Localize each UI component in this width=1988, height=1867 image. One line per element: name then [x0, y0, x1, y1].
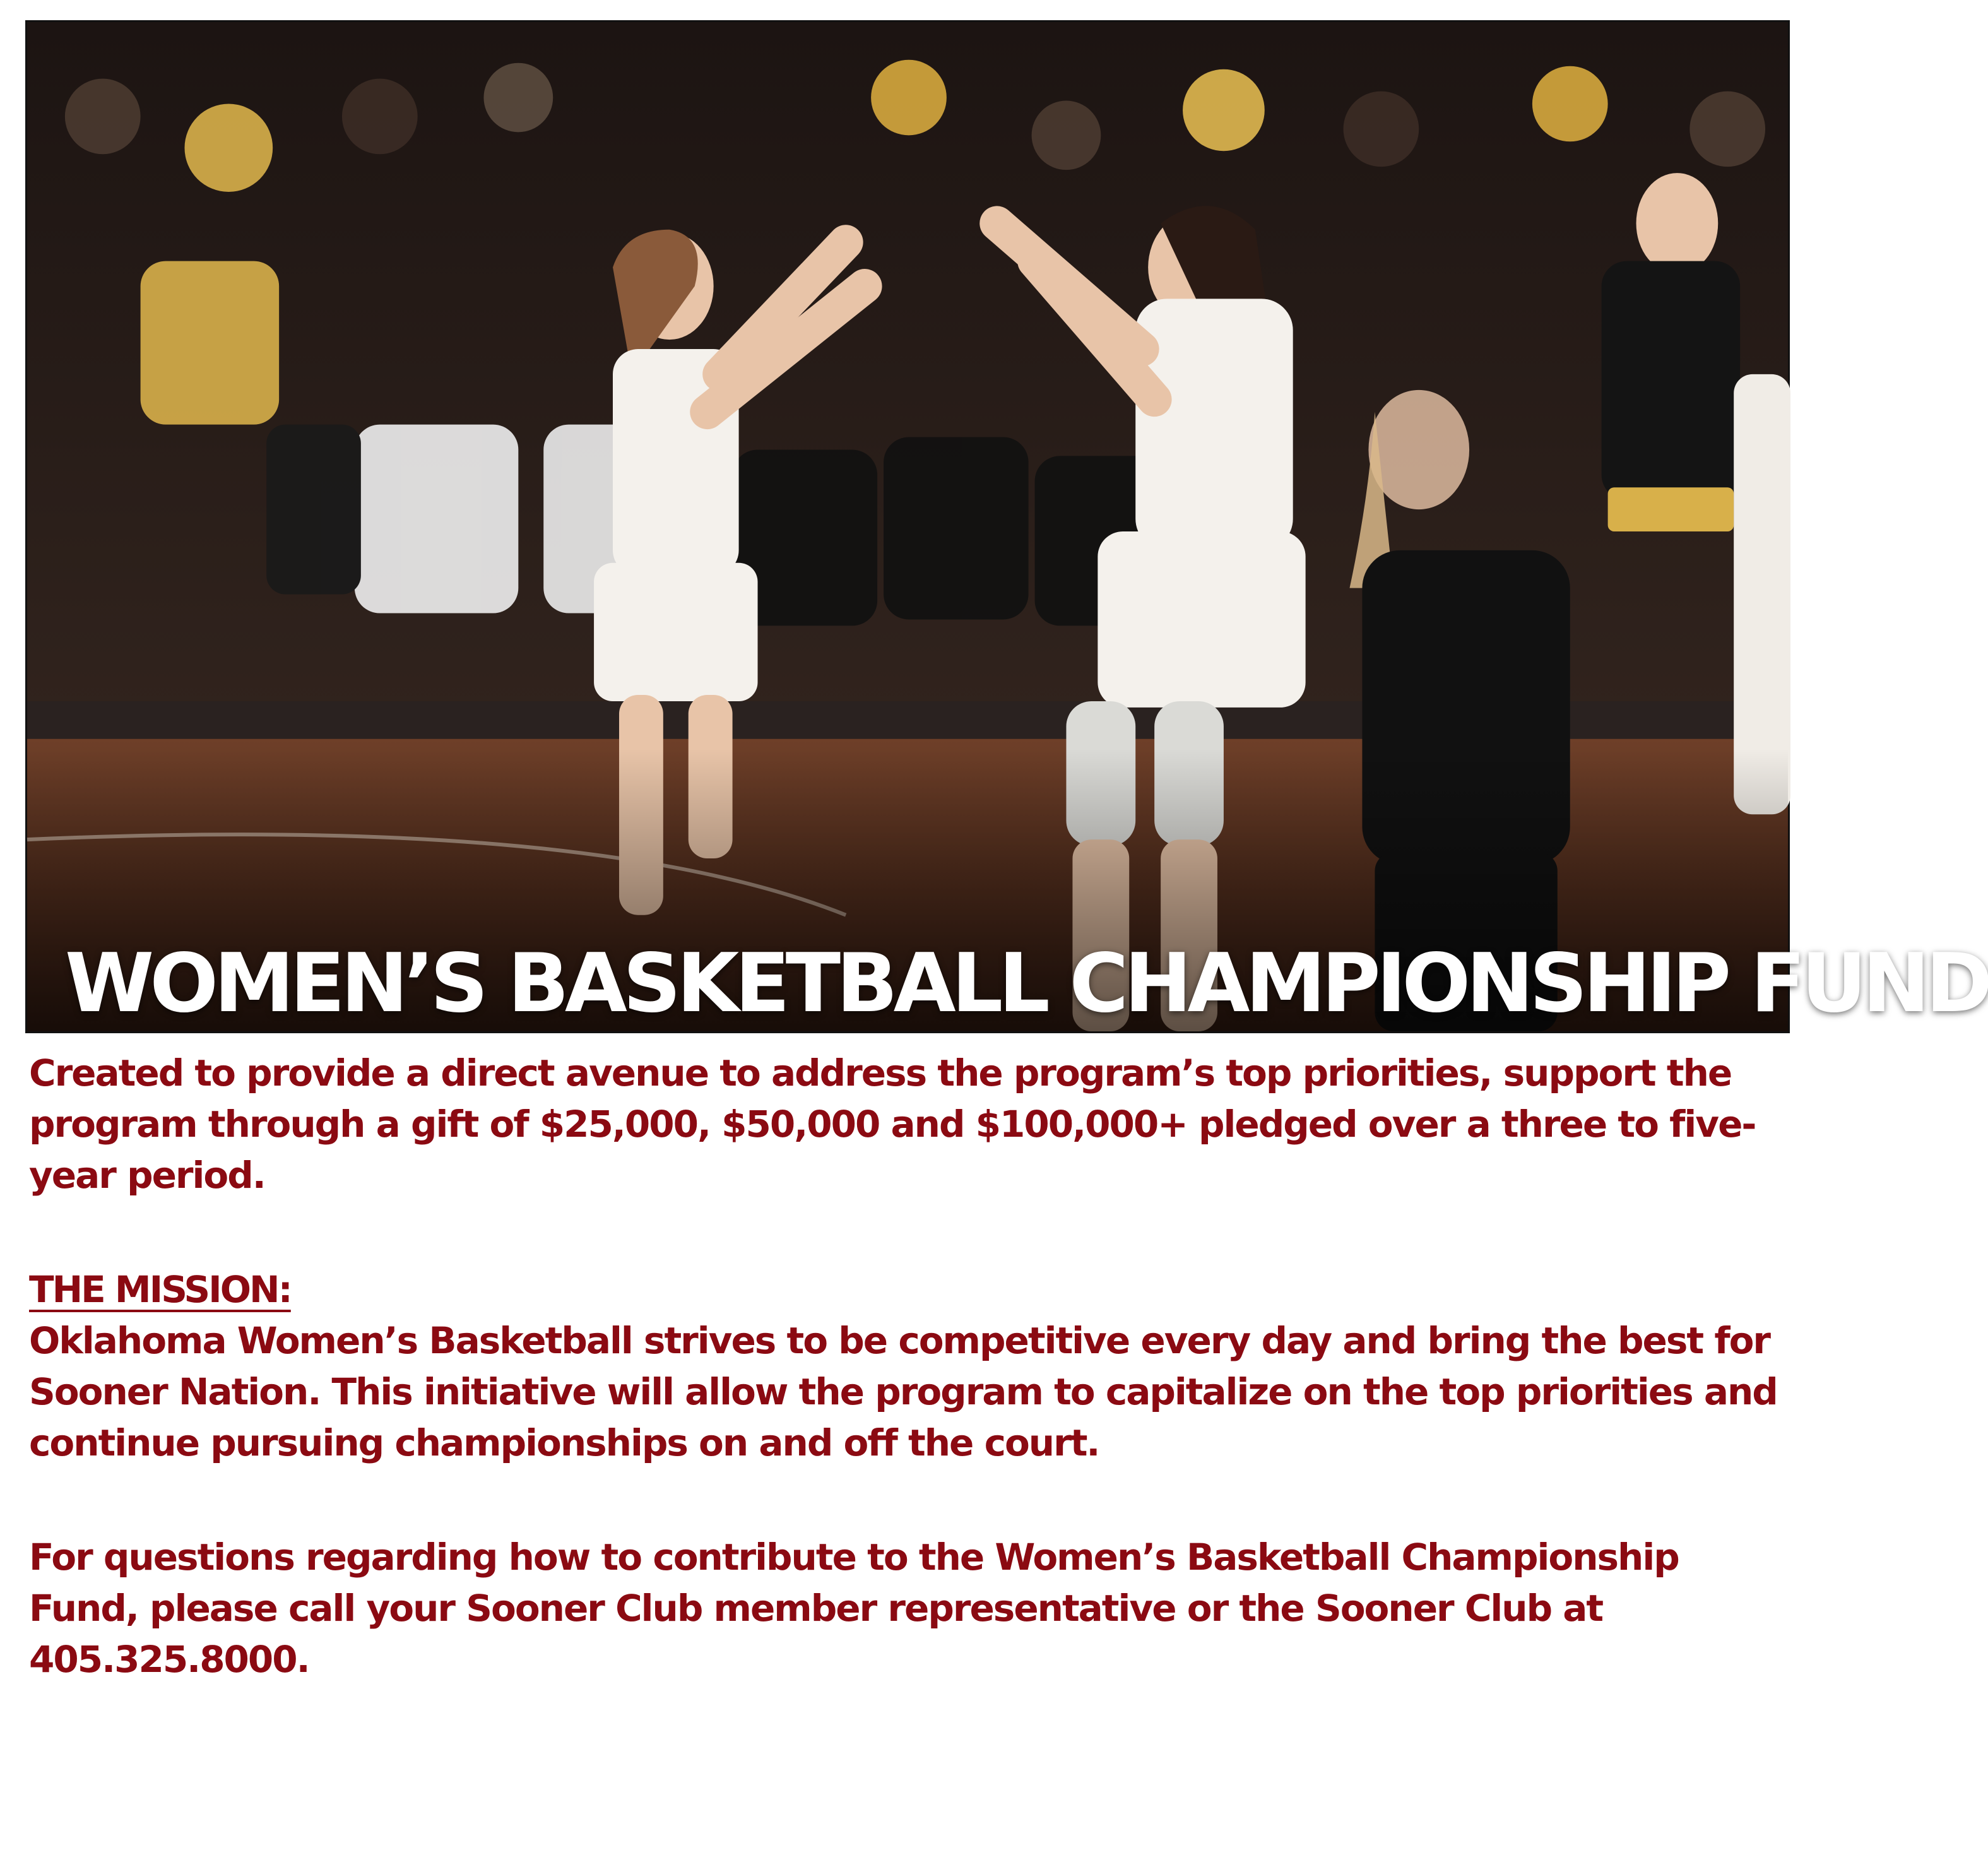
- intro-paragraph: Created to provide a direct avenue to address the program’s top priorities, support the program through a gift of $25,000, $50,000 and $100,000+ pledged over a three to five-year period.: [29, 1052, 1756, 1197]
- fund-description: [29, 1048, 1790, 1685]
- mission-heading: THE MISSION:: [29, 1268, 291, 1311]
- hero-photo-banner: [25, 20, 1988, 1033]
- page-title: WOMEN’S BASKETBALL CHAMPIONSHIP FUND: [65, 937, 1988, 1031]
- contact-paragraph: For questions regarding how to contribute to the Women’s Basketball Championship Fund, please call your Sooner Club member representative or the Sooner Club at 405.325.8000.: [29, 1536, 1679, 1681]
- mission-paragraph: Oklahoma Women’s Basketball strives to be competitive every day and bring the best for Sooner Nation. This initiative will allow the program to capitalize on the top priorities and continue pursuing championships on and off the court.: [29, 1319, 1777, 1464]
- spacer: [29, 1201, 1790, 1264]
- basketball-players-celebrating-photo: [27, 22, 1788, 1031]
- spacer: [29, 1469, 1790, 1532]
